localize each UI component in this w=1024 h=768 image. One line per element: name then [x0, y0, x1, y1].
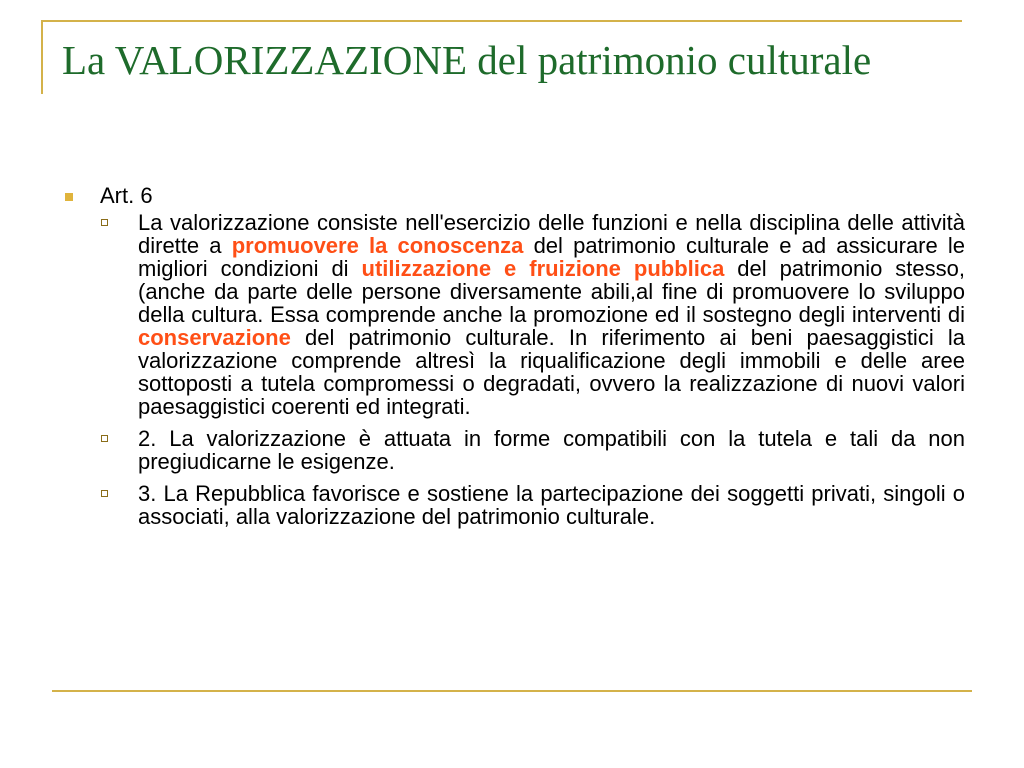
paragraph-1-text-3: del patrimonio stesso, (anche da parte delle persone diversamente abili,al fine di promuovere lo sviluppo della cultura. Essa comprende anche la promozione ed il sostegno degli interventi di: [138, 256, 966, 327]
paragraph-2: [62, 427, 965, 473]
paragraph-1-text-1: La valorizzazione consiste nell'esercizio delle funzioni e nella disciplina delle attività dirette a: [138, 210, 965, 258]
paragraph-1-text-2: del patrimonio culturale e ad assicurare le migliori condizioni di: [138, 233, 966, 281]
paragraph-3: [62, 482, 965, 528]
frame-vertical-line: [41, 20, 43, 94]
highlight-promuovere-conoscenza: promuovere la conoscenza: [231, 233, 524, 258]
frame-top-line: [41, 20, 962, 22]
square-bullet-icon: [65, 193, 73, 201]
paragraph-1-text-4: del patrimonio culturale. In riferimento ai beni paesaggistici la valorizzazione comprende altresì la riqualificazione degli immobili e delle aree sottoposti a tutela compromessi o degradati, ovvero la realizzazione di nuovi valori paesaggistici coerenti ed integrati.: [138, 325, 965, 419]
frame-bottom-line: [52, 690, 972, 692]
slide-title: La VALORIZZAZIONE del patrimonio culturale: [62, 37, 872, 83]
slide-content: [62, 183, 965, 537]
highlight-conservazione: conservazione: [138, 325, 291, 350]
article-heading: Art. 6: [100, 183, 153, 208]
hollow-square-bullet-icon: [101, 435, 108, 442]
highlight-utilizzazione-fruizione: utilizzazione e fruizione pubblica: [361, 256, 725, 281]
hollow-square-bullet-icon: [101, 219, 108, 226]
hollow-square-bullet-icon: [101, 490, 108, 497]
bullet-art-6: [62, 183, 965, 209]
paragraph-2-text: 2. La valorizzazione è attuata in forme compatibili con la tutela e tali da non pregiudicarne le esigenze.: [138, 426, 965, 474]
paragraph-1: [62, 211, 965, 418]
paragraph-3-text: 3. La Repubblica favorisce e sostiene la partecipazione dei soggetti privati, singoli o associati, alla valorizzazione del patrimonio culturale.: [138, 481, 965, 529]
